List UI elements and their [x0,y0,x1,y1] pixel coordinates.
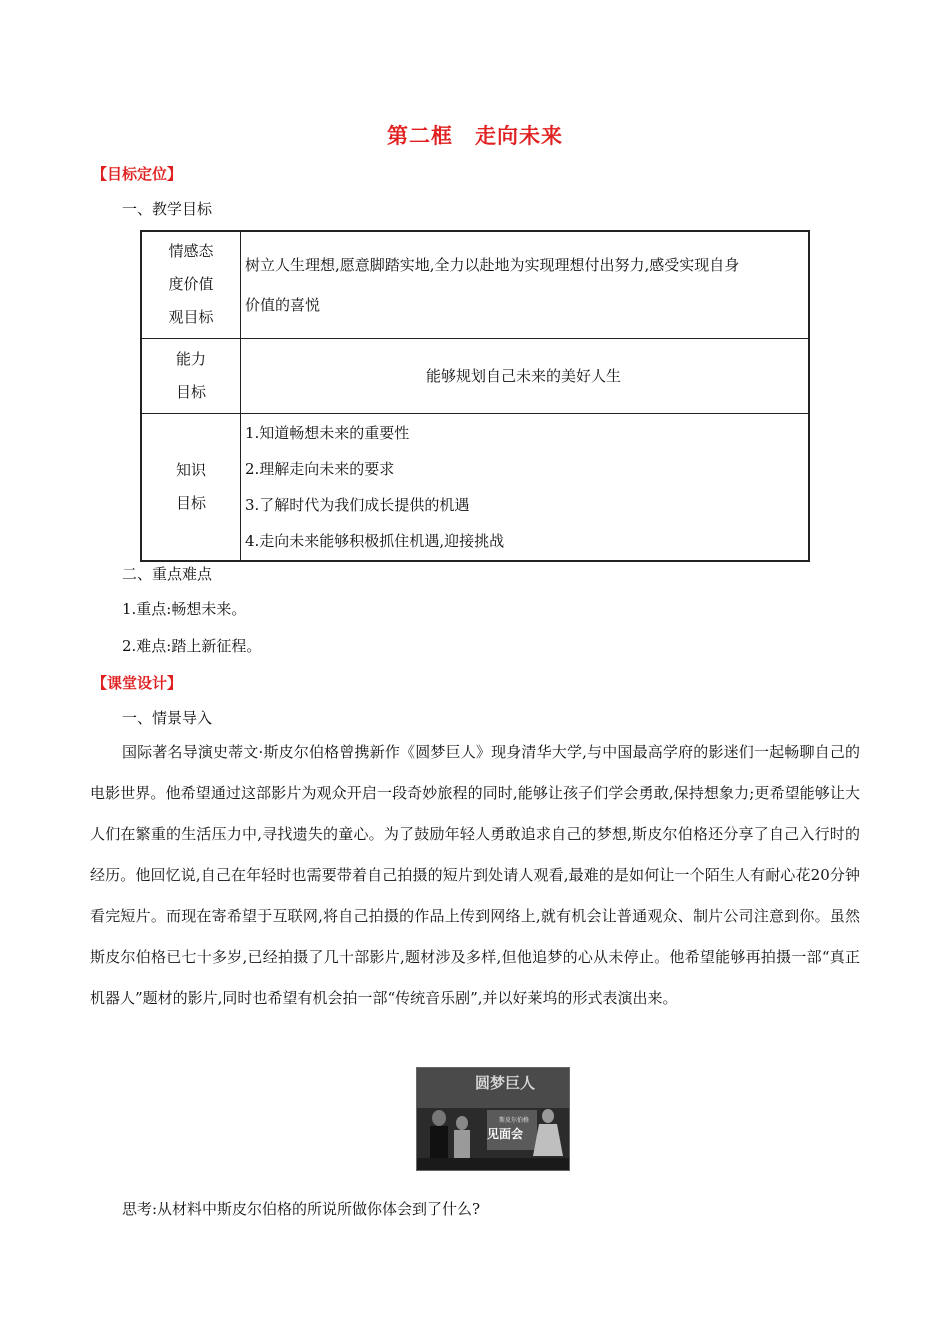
event-photo-image [417,1068,569,1170]
knowledge-item: 3.了解时代为我们成长提供的机遇 [245,495,470,514]
section-goal-position: 【目标定位】 [92,165,183,183]
knowledge-item: 1.知道畅想未来的重要性 [245,423,410,442]
key-point-item: 1.重点:畅想未来。 [122,600,247,618]
row-label-ability [141,338,241,413]
table-row [141,231,809,338]
photo-banner-name: 斯皮尔伯格 [499,1117,530,1124]
teaching-goals-heading: 一、教学目标 [122,200,213,218]
row-label-knowledge [141,413,241,561]
content-line: 价值的喜悦 [245,295,321,314]
teaching-goals-table [140,230,810,562]
intro-heading: 一、情景导入 [122,709,213,727]
row-content-knowledge [241,413,810,561]
content-line: 能够规划自己未来的美好人生 [425,366,621,385]
photo-banner-event: 见面会 [487,1127,524,1141]
label-line: 观目标 [168,308,214,327]
row-content-ability [241,338,810,413]
intro-paragraph: 国际著名导演史蒂文·斯皮尔伯格曾携新作《圆梦巨人》现身清华大学,与中国最高学府的影迷们一起畅聊自己的电影世界。他希望通过这部影片为观众开启一段奇妙旅程的同时,能够让孩子们学会勇敢,保持想象力;更希望能够让大人们在繁重的生活压力中,寻找遗失的童心。为了鼓励年轻人勇敢追求自己的梦想,斯皮尔伯格还分享了自己入行时的经历。他回忆说,自己在年轻时也需要带着自己拍摄的短片到处请人观看,最难的是如何让一个陌生人有耐心花20分钟看完短片。而现在寄希望于互联网,将自己拍摄的作品上传到网络上,就有机会让普通观众、制片公司注意到你。虽然斯皮尔伯格已七十多岁,已经拍摄了几十部影片,题材涉及多样,但他追梦的心从未停止。他希望能够再拍摄一部“真正机器人”题材的影片,同时也希望有机会拍一部“传统音乐剧”,并以好莱坞的形式表演出来。 [90,743,860,1007]
section-class-design: 【课堂设计】 [92,674,183,692]
row-content-emotion [241,231,810,338]
label-line: 目标 [175,493,206,512]
knowledge-item: 4.走向未来能够积极抓住机遇,迎接挑战 [245,531,505,550]
content-line: 树立人生理想,愿意脚踏实地,全力以赴地为实现理想付出努力,感受实现自身 [245,255,740,274]
knowledge-item: 2.理解走向未来的要求 [245,459,395,478]
label-line: 情感态 [168,242,214,261]
key-point-item: 2.难点:踏上新征程。 [122,637,262,655]
intro-question: 思考:从材料中斯皮尔伯格的所说所做你体会到了什么? [122,1200,481,1218]
page-title: 第二框 走向未来 [387,124,563,148]
label-line: 能力 [175,349,206,368]
photo-banner-title: 圆梦巨人 [475,1074,536,1092]
key-points-heading: 二、重点难点 [122,565,213,583]
table-row [141,338,809,413]
label-line: 知识 [175,460,206,479]
event-photo [416,1067,570,1171]
row-label-emotion [141,231,241,338]
label-line: 度价值 [168,275,214,294]
table-row [141,413,809,561]
label-line: 目标 [175,382,206,401]
